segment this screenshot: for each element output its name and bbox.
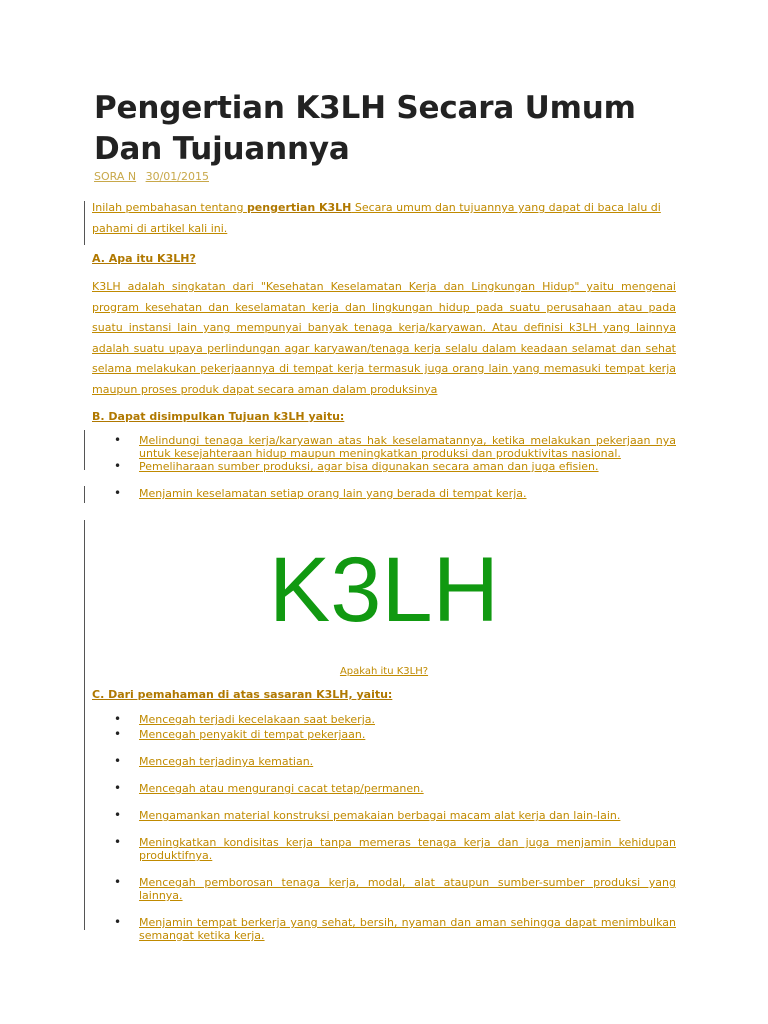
list-item[interactable]: • Mencegah pemborosan tenaga kerja, modal, alat ataupun sumber-sumber produksi yang lainnya. [92, 876, 676, 902]
section-a-paragraph [92, 277, 676, 400]
list-item[interactable]: • Mencegah terjadinya kematian. [92, 755, 676, 768]
section-b-heading[interactable]: B. Dapat disimpulkan Tujuan k3LH yaitu: [92, 410, 345, 423]
section-a-text[interactable]: K3LH adalah singkatan dari "Kesehatan Keselamatan Kerja dan Lingkungan Hidup" yaitu mengenai program kesehatan dan keselamatan kerja dan lingkungan hidup pada suatu perusahaan atau pada suatu instansi lain yang mempunyai banyak tenaga kerja/karyawan. Atau definisi k3LH yang lainnya adalah suatu upaya perlindungan agar karyawan/tenaga kerja selalu dalam keadaan selamat dan sehat selama melakukan pekerjaannya di tempat kerja termasuk juga orang lain yang memasuki tempat kerja maupun proses produk dapat secara aman dalam produksinya [92, 280, 676, 396]
section-c-list [92, 713, 676, 942]
intro-paragraph [92, 198, 676, 239]
section-b-list [92, 434, 676, 500]
list-item[interactable]: • Mencegah penyakit di tempat pekerjaan. [92, 728, 676, 741]
k3lh-image: K3LH [268, 539, 500, 641]
list-item[interactable]: • Menjamin keselamatan setiap orang lain yang berada di tempat kerja. [92, 487, 676, 500]
section-a-heading[interactable]: A. Apa itu K3LH? [92, 252, 196, 265]
list-item[interactable]: • Menjamin tempat berkerja yang sehat, bersih, nyaman dan aman sehingga dapat menimbulkan semangat ketika kerja. [92, 916, 676, 942]
section-c-heading[interactable]: C. Dari pemahaman di atas sasaran K3LH, yaitu: [92, 688, 393, 701]
intro-text-start[interactable]: Inilah pembahasan tentang [92, 201, 247, 214]
list-item[interactable]: • Meningkatkan kondisitas kerja tanpa memeras tenaga kerja dan juga menjamin kehidupan produktifnya. [92, 836, 676, 862]
list-item[interactable]: • Melindungi tenaga kerja/karyawan atas hak keselamatannya, ketika melakukan pekerjaan nya untuk kesejahteraan hidup maupun meningkatkan produksi dan produktivitas nasional. [92, 434, 676, 460]
left-divider [84, 486, 85, 503]
author-link[interactable]: SORA N [94, 170, 137, 183]
page-title: Pengertian K3LH Secara Umum Dan Tujuannya [94, 90, 636, 167]
date-link[interactable]: 30/01/2015 [145, 170, 209, 183]
article-meta [94, 170, 215, 183]
list-item[interactable]: • Mencegah terjadi kecelakaan saat bekerja. [92, 713, 676, 726]
left-divider [84, 201, 85, 245]
left-divider [84, 430, 85, 470]
intro-keyword-link[interactable]: pengertian K3LH [246, 201, 352, 214]
intro-text-end[interactable]: Secara umum dan tujuannya yang dapat di baca lalu di pahami di artikel kali ini. [92, 201, 661, 235]
image-caption[interactable]: Apakah itu K3LH? [339, 666, 429, 677]
list-item[interactable]: • Mencegah atau mengurangi cacat tetap/permanen. [92, 782, 676, 795]
list-item[interactable]: • Pemeliharaan sumber produksi, agar bisa digunakan secara aman dan juga efisien. [92, 460, 676, 473]
list-item[interactable]: • Mengamankan material konstruksi pemakaian berbagai macam alat kerja dan lain-lain. [92, 809, 676, 822]
